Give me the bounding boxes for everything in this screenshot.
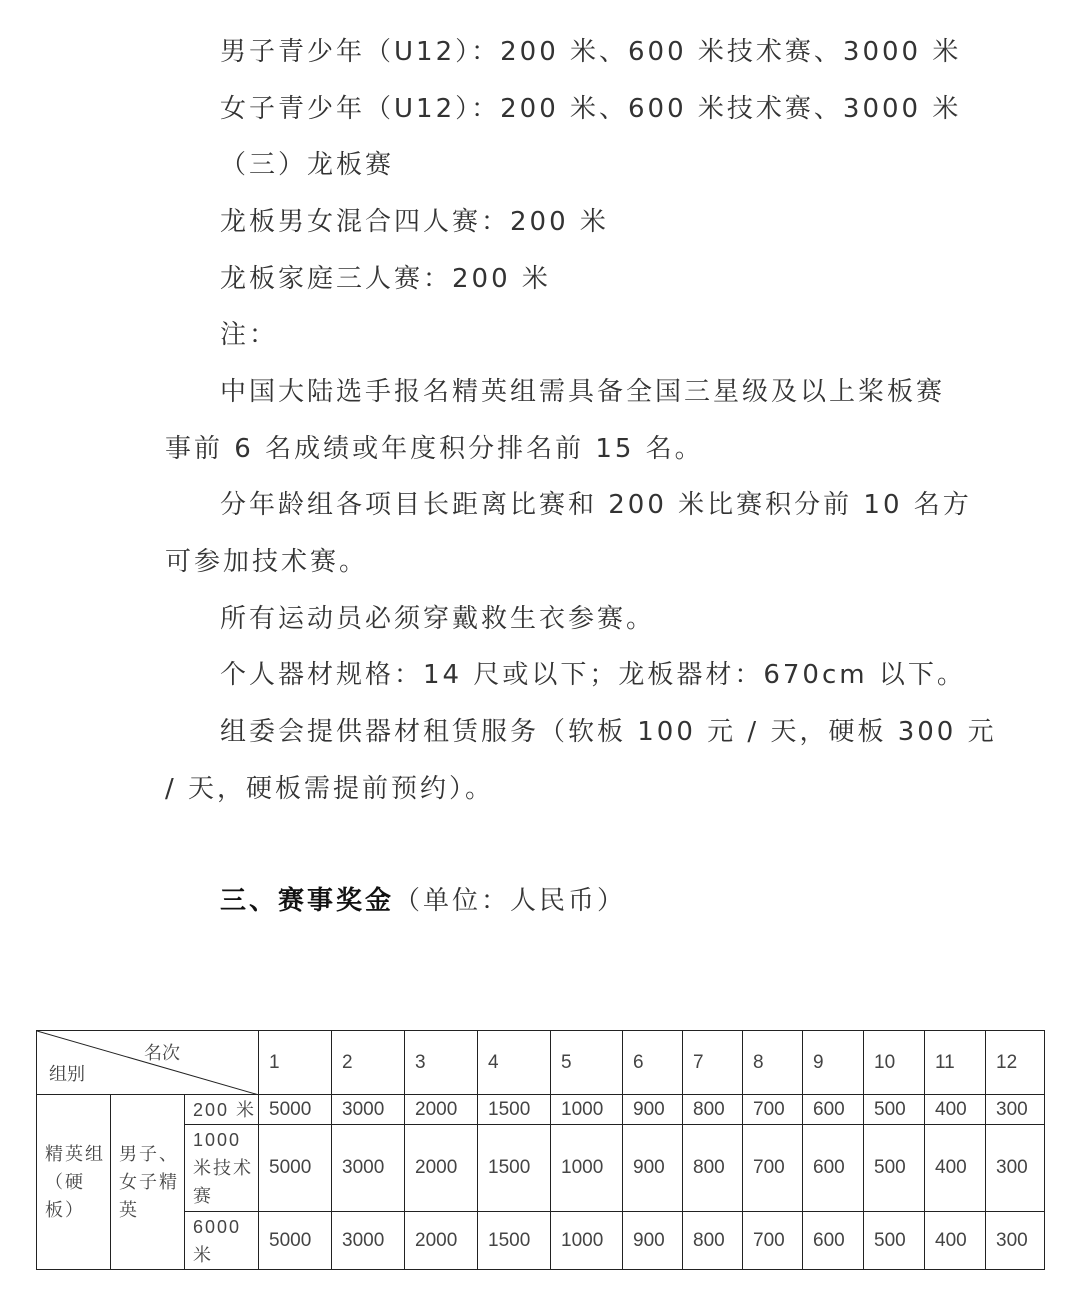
prize-cell: 800 bbox=[683, 1212, 743, 1270]
paragraph: 中国大陆选手报名精英组需具备全国三星级及以上桨板赛 bbox=[220, 377, 946, 407]
prize-cell: 1000 bbox=[551, 1095, 623, 1125]
paragraph: 个人器材规格：14 尺或以下；龙板器材：670cm 以下。 bbox=[220, 660, 966, 690]
paragraph: 龙板家庭三人赛：200 米 bbox=[220, 264, 551, 294]
section-unit: （单位：人民币） bbox=[394, 886, 627, 916]
rank-header-cell: 12 bbox=[986, 1031, 1045, 1095]
prize-cell: 700 bbox=[743, 1095, 803, 1125]
table-row bbox=[37, 1212, 1045, 1270]
prize-cell: 1500 bbox=[478, 1125, 551, 1212]
prize-cell: 3000 bbox=[332, 1095, 405, 1125]
prize-cell: 2000 bbox=[405, 1095, 478, 1125]
prize-cell: 5000 bbox=[259, 1212, 332, 1270]
prize-cell: 800 bbox=[683, 1095, 743, 1125]
prize-cell: 800 bbox=[683, 1125, 743, 1212]
prize-cell: 300 bbox=[986, 1212, 1045, 1270]
prize-cell: 1000 bbox=[551, 1212, 623, 1270]
prize-table bbox=[36, 1030, 1045, 1270]
prize-cell: 900 bbox=[623, 1212, 683, 1270]
event-cell: 6000 米 bbox=[185, 1212, 259, 1270]
rank-header-cell: 10 bbox=[864, 1031, 925, 1095]
section-heading bbox=[220, 884, 626, 918]
paragraph: 可参加技术赛。 bbox=[165, 547, 369, 577]
prize-cell: 1500 bbox=[478, 1095, 551, 1125]
subheading: （三）龙板赛 bbox=[220, 150, 395, 180]
prize-cell: 600 bbox=[803, 1095, 864, 1125]
group-cell: 精英组（硬板） bbox=[37, 1095, 111, 1270]
prize-cell: 500 bbox=[864, 1125, 925, 1212]
prize-cell: 5000 bbox=[259, 1095, 332, 1125]
prize-cell: 3000 bbox=[332, 1212, 405, 1270]
rank-header: 名次 bbox=[144, 1043, 181, 1063]
group-header: 组别 bbox=[49, 1064, 85, 1084]
paragraph: 龙板男女混合四人赛：200 米 bbox=[220, 207, 609, 237]
prize-cell: 1000 bbox=[551, 1125, 623, 1212]
prize-cell: 900 bbox=[623, 1125, 683, 1212]
section-title: 三、赛事奖金 bbox=[220, 886, 395, 916]
prize-cell: 2000 bbox=[405, 1125, 478, 1212]
prize-cell: 300 bbox=[986, 1125, 1045, 1212]
prize-cell: 3000 bbox=[332, 1125, 405, 1212]
paragraph: 分年龄组各项目长距离比赛和 200 米比赛积分前 10 名方 bbox=[220, 490, 972, 520]
rank-header-cell: 8 bbox=[743, 1031, 803, 1095]
paragraph: 所有运动员必须穿戴救生衣参赛。 bbox=[220, 604, 656, 634]
rank-header-cell: 9 bbox=[803, 1031, 864, 1095]
rank-header-cell: 1 bbox=[259, 1031, 332, 1095]
prize-cell: 5000 bbox=[259, 1125, 332, 1212]
table-header-row bbox=[37, 1031, 1045, 1095]
event-cell: 1000 米技术赛 bbox=[185, 1125, 259, 1212]
prize-cell: 1500 bbox=[478, 1212, 551, 1270]
rank-header-cell: 7 bbox=[683, 1031, 743, 1095]
prize-cell: 600 bbox=[803, 1125, 864, 1212]
rank-header-cell: 3 bbox=[405, 1031, 478, 1095]
prize-cell: 500 bbox=[864, 1212, 925, 1270]
paragraph: 女子青少年（U12）：200 米、600 米技术赛、3000 米 bbox=[220, 94, 962, 124]
prize-cell: 600 bbox=[803, 1212, 864, 1270]
prize-cell: 700 bbox=[743, 1212, 803, 1270]
prize-cell: 400 bbox=[925, 1125, 986, 1212]
rank-header-cell: 5 bbox=[551, 1031, 623, 1095]
event-cell: 200 米 bbox=[185, 1095, 259, 1125]
rank-header-cell: 6 bbox=[623, 1031, 683, 1095]
subgroup-cell: 男子、女子精英 bbox=[111, 1095, 185, 1270]
prize-cell: 400 bbox=[925, 1212, 986, 1270]
prize-cell: 2000 bbox=[405, 1212, 478, 1270]
paragraph: 组委会提供器材租赁服务（软板 100 元 / 天，硬板 300 元 bbox=[220, 717, 997, 747]
prize-cell: 900 bbox=[623, 1095, 683, 1125]
prize-cell: 400 bbox=[925, 1095, 986, 1125]
paragraph: 男子青少年（U12）：200 米、600 米技术赛、3000 米 bbox=[220, 37, 962, 67]
table-row bbox=[37, 1095, 1045, 1125]
table-row bbox=[37, 1125, 1045, 1212]
prize-cell: 500 bbox=[864, 1095, 925, 1125]
note-label: 注： bbox=[220, 320, 279, 350]
paragraph: / 天，硬板需提前预约）。 bbox=[165, 774, 495, 804]
prize-cell: 300 bbox=[986, 1095, 1045, 1125]
rank-header-cell: 4 bbox=[478, 1031, 551, 1095]
paragraph: 事前 6 名成绩或年度积分排名前 15 名。 bbox=[165, 434, 704, 464]
rank-header-cell: 11 bbox=[925, 1031, 986, 1095]
rank-header-cell: 2 bbox=[332, 1031, 405, 1095]
header-corner-cell bbox=[37, 1031, 259, 1095]
prize-cell: 700 bbox=[743, 1125, 803, 1212]
